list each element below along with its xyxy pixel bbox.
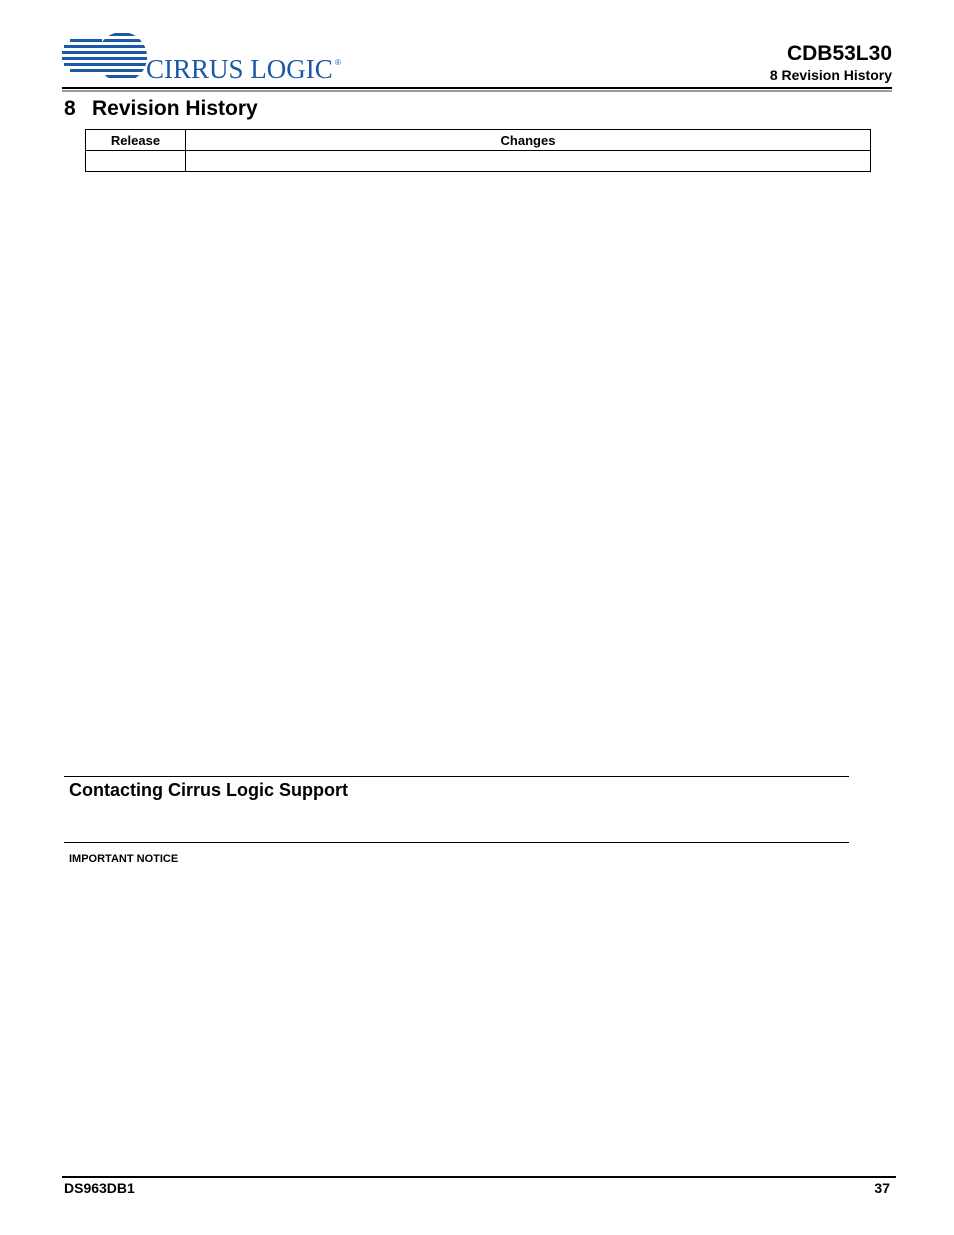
section-title: Revision History [92, 97, 258, 120]
section-number: 8 [64, 97, 76, 120]
footer-rule [62, 1176, 896, 1178]
logo-wordmark: CIRRUS LOGIC [146, 54, 333, 84]
contact-support-heading: Contacting Cirrus Logic Support [69, 780, 348, 800]
header-rule-secondary [62, 90, 892, 92]
column-header-release: Release [86, 130, 186, 151]
revision-history-table [85, 129, 871, 172]
contact-section-rule-bottom [64, 842, 849, 843]
section-heading [64, 97, 258, 121]
column-header-changes: Changes [186, 130, 871, 151]
logo-registered-mark: ® [335, 58, 341, 67]
table-row [86, 151, 871, 172]
cell-changes [186, 151, 871, 172]
contact-section-rule-top [64, 776, 849, 777]
cell-release [86, 151, 186, 172]
footer-document-id: DS963DB1 [64, 1180, 135, 1196]
document-title: CDB53L30 [786, 42, 892, 65]
cirrus-logo-icon [62, 30, 352, 84]
header-rule [62, 87, 892, 89]
important-notice-heading: IMPORTANT NOTICE [69, 853, 179, 865]
cirrus-logic-logo [62, 30, 352, 84]
header-section-breadcrumb: 8 Revision History [769, 67, 892, 83]
footer-page-number: 37 [874, 1180, 890, 1196]
table-header-row [86, 130, 871, 151]
